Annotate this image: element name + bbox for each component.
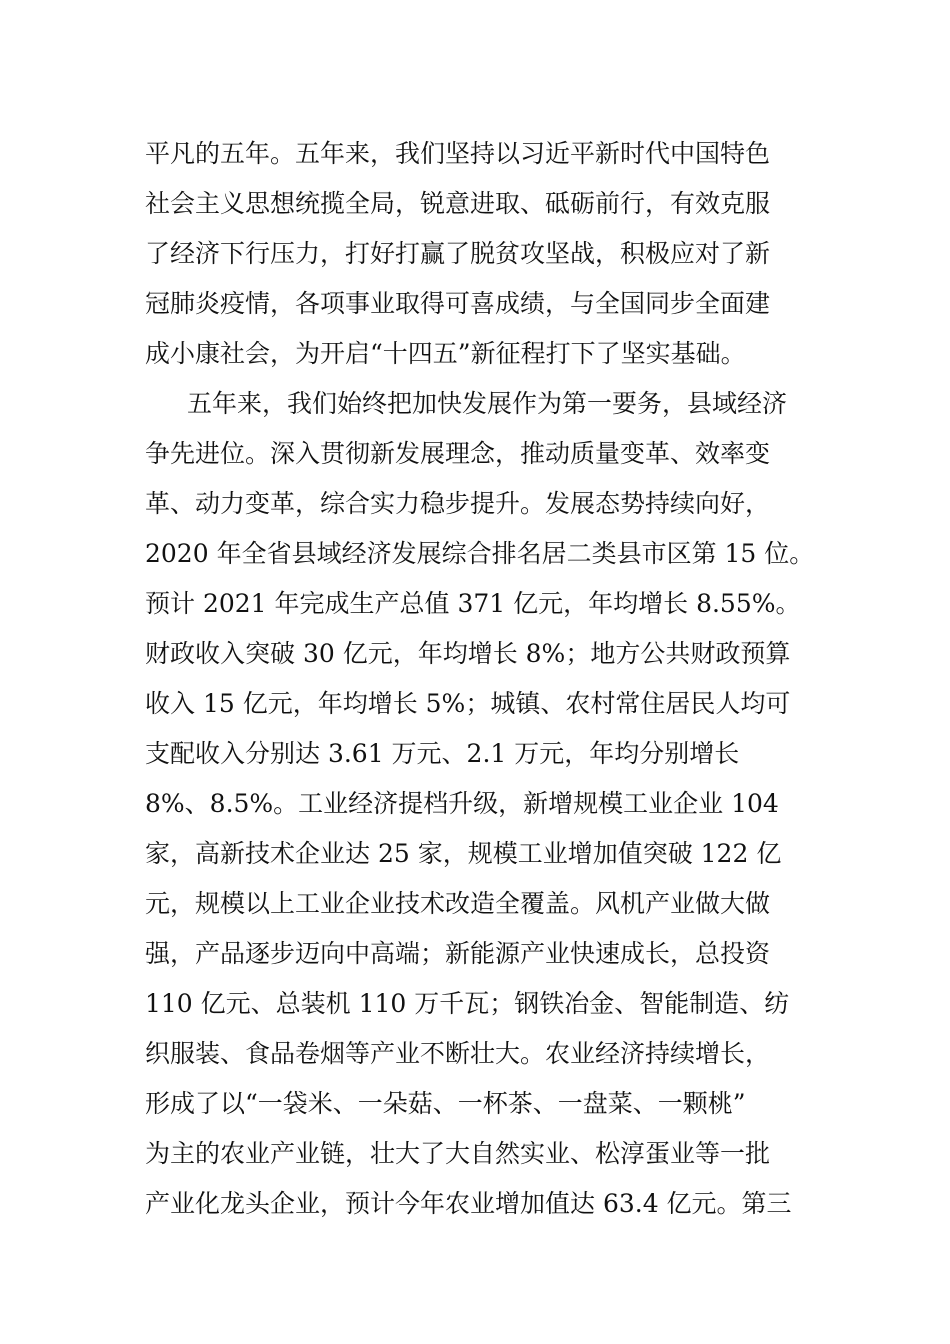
text-line: 财政收入突破 30 亿元，年均增长 8%；地方公共财政预算 — [145, 639, 791, 668]
text-line: 平凡的五年。五年来，我们坚持以习近平新时代中国特色 — [145, 139, 771, 168]
paragraph-first-line: 五年来，我们始终把加快发展作为第一要务，县域经济 — [187, 389, 788, 418]
text-line: 支配收入分别达 3.61 万元、2.1 万元，年均分别增长 — [145, 739, 740, 768]
text-line: 元，规模以上工业企业技术改造全覆盖。风机产业做大做 — [145, 889, 771, 918]
text-line: 为主的农业产业链，壮大了大自然实业、松淳蛋业等一批 — [145, 1139, 771, 1168]
text-line: 成小康社会，为开启“十四五”新征程打下了坚实基础。 — [145, 339, 746, 368]
text-line: 110 亿元、总装机 110 万千瓦；钢铁冶金、智能制造、纺 — [145, 989, 790, 1018]
text-line: 2020 年全省县域经济发展综合排名居二类县市区第 15 位。 — [145, 539, 815, 568]
text-line: 预计 2021 年完成生产总值 371 亿元，年均增长 8.55%。 — [145, 589, 801, 618]
text-line: 形成了以“一袋米、一朵菇、一杯茶、一盘菜、一颗桃” — [145, 1089, 746, 1118]
text-line: 社会主义思想统揽全局，锐意进取、砥砺前行，有效克服 — [145, 189, 771, 218]
text-line: 革、动力变革，综合实力稳步提升。发展态势持续向好， — [145, 489, 771, 518]
text-line: 产业化龙头企业，预计今年农业增加值达 63.4 亿元。第三 — [145, 1189, 792, 1218]
text-line: 织服装、食品卷烟等产业不断壮大。农业经济持续增长， — [145, 1039, 771, 1068]
text-line: 争先进位。深入贯彻新发展理念，推动质量变革、效率变 — [145, 439, 771, 468]
body-text — [145, 129, 845, 1229]
text-line: 收入 15 亿元，年均增长 5%；城镇、农村常住居民人均可 — [145, 689, 791, 718]
text-line: 家，高新技术企业达 25 家，规模工业增加值突破 122 亿 — [145, 839, 782, 868]
text-line: 8%、8.5%。工业经济提档升级，新增规模工业企业 104 — [145, 789, 779, 818]
text-line: 了经济下行压力，打好打赢了脱贫攻坚战，积极应对了新 — [145, 239, 771, 268]
text-line: 强，产品逐步迈向中高端；新能源产业快速成长，总投资 — [145, 939, 771, 968]
text-line: 冠肺炎疫情，各项事业取得可喜成绩，与全国同步全面建 — [145, 289, 771, 318]
